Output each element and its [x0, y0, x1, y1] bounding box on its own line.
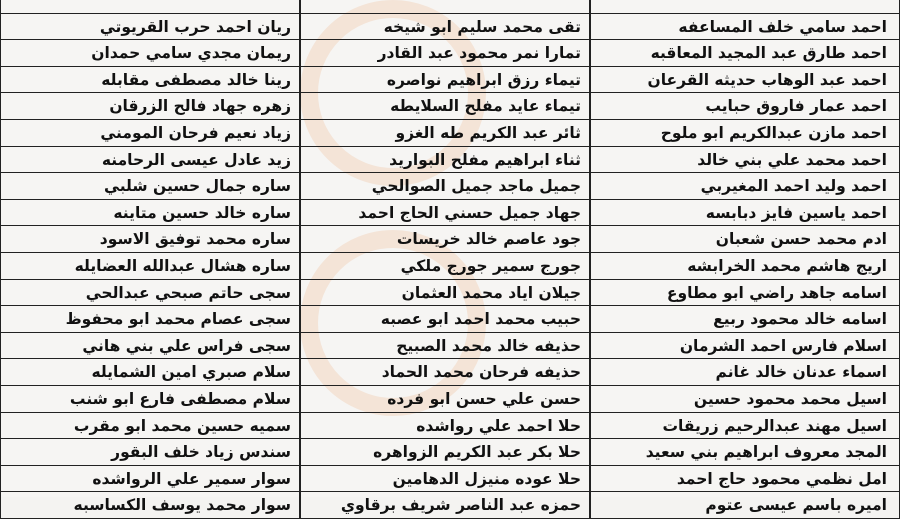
name-cell: حمزه عبد الناصر شريف برقاوي: [300, 492, 590, 519]
name-cell: تيماء عايد مفلح السلايطه: [300, 93, 590, 120]
name-cell: زياد نعيم فرحان المومني: [0, 120, 300, 147]
name-cell: سلام مصطفى فارع ابو شنب: [0, 386, 300, 413]
name-cell: اسامه خالد محمود ربيع: [590, 306, 900, 333]
name-cell: ريان احمد حرب القريوتي: [0, 14, 300, 41]
names-column-right: [590, 0, 900, 519]
name-cell: احمد محمد علي بني خالد: [590, 147, 900, 174]
name-cell: سندس زياد خلف البقور: [0, 439, 300, 466]
name-cell: ثناء ابراهيم مفلح البواريد: [300, 147, 590, 174]
name-cell: ثائر عبد الكريم طه الغزو: [300, 120, 590, 147]
name-cell: سجى فراس علي بني هاني: [0, 333, 300, 360]
name-cell: حذيفه فرحان محمد الحماد: [300, 359, 590, 386]
name-cell: سوار سمير علي الرواشده: [0, 466, 300, 493]
name-cell: تيماء رزق ابراهيم نواصره: [300, 67, 590, 94]
name-cell: سوار محمد يوسف الكساسبه: [0, 492, 300, 519]
name-cell: احمد مازن عبدالكريم ابو ملوح: [590, 120, 900, 147]
name-cell: حذيفه خالد محمد الصبيح: [300, 333, 590, 360]
name-cell: جيلان اياد محمد العثمان: [300, 280, 590, 307]
name-cell: حسن علي حسن ابو فرده: [300, 386, 590, 413]
name-cell: [0, 0, 300, 14]
name-cell: سميه حسين محمد ابو مقرب: [0, 413, 300, 440]
name-cell: ريمان مجدي سامي حمدان: [0, 40, 300, 67]
name-cell: زيد عادل عيسى الرحامنه: [0, 147, 300, 174]
name-cell: تمارا نمر محمود عبد القادر: [300, 40, 590, 67]
name-cell: احمد وليد احمد المغيربي: [590, 173, 900, 200]
name-cell: [590, 0, 900, 14]
name-cell: سلام صبري امين الشمايله: [0, 359, 300, 386]
name-cell: احمد سامي خلف المساعفه: [590, 14, 900, 41]
name-cell: جهاد جميل حسني الحاج احمد: [300, 200, 590, 227]
name-cell: اميره باسم عيسى عتوم: [590, 492, 900, 519]
name-cell: زهره جهاد فالح الزرقان: [0, 93, 300, 120]
name-cell: اسامه جاهد راضي ابو مطاوع: [590, 280, 900, 307]
name-cell: امل نظمي محمود حاج احمد: [590, 466, 900, 493]
name-cell: جود عاصم خالد خريسات: [300, 226, 590, 253]
name-cell: اريج هاشم محمد الخرابشه: [590, 253, 900, 280]
name-cell: ساره خالد حسين متاينه: [0, 200, 300, 227]
name-cell: اسماء عدنان خالد غانم: [590, 359, 900, 386]
name-cell: اسلام فارس احمد الشرمان: [590, 333, 900, 360]
name-cell: اسيل مهند عبدالرحيم زريقات: [590, 413, 900, 440]
name-cell: رينا خالد مصطفى مقابله: [0, 67, 300, 94]
name-cell: [300, 0, 590, 14]
name-cell: اسيل محمد محمود حسين: [590, 386, 900, 413]
name-cell: ساره هشال عبدالله العضايله: [0, 253, 300, 280]
name-cell: حلا بكر عبد الكريم الزواهره: [300, 439, 590, 466]
name-cell: ساره جمال حسين شلبي: [0, 173, 300, 200]
names-column-middle: [300, 0, 590, 519]
name-cell: سجى حاتم صبحي عبدالحي: [0, 280, 300, 307]
name-cell: جورج سمير جورج ملكي: [300, 253, 590, 280]
name-cell: جميل ماجد جميل الصوالحي: [300, 173, 590, 200]
name-cell: احمد ياسين فايز دبابسه: [590, 200, 900, 227]
name-cell: ادم محمد حسن شعبان: [590, 226, 900, 253]
name-cell: حبيب محمد احمد ابو عصبه: [300, 306, 590, 333]
name-cell: المجد معروف ابراهيم بني سعيد: [590, 439, 900, 466]
names-column-left: [0, 0, 300, 519]
name-cell: حلا عوده منيزل الدهامين: [300, 466, 590, 493]
name-cell: سجى عصام محمد ابو محفوظ: [0, 306, 300, 333]
name-cell: احمد عبد الوهاب حديثه القرعان: [590, 67, 900, 94]
name-cell: ساره محمد توفيق الاسود: [0, 226, 300, 253]
name-cell: احمد طارق عبد المجيد المعاقبه: [590, 40, 900, 67]
name-cell: احمد عمار فاروق حبايب: [590, 93, 900, 120]
name-cell: تقى محمد سليم ابو شيخه: [300, 14, 590, 41]
name-cell: حلا احمد علي رواشده: [300, 413, 590, 440]
